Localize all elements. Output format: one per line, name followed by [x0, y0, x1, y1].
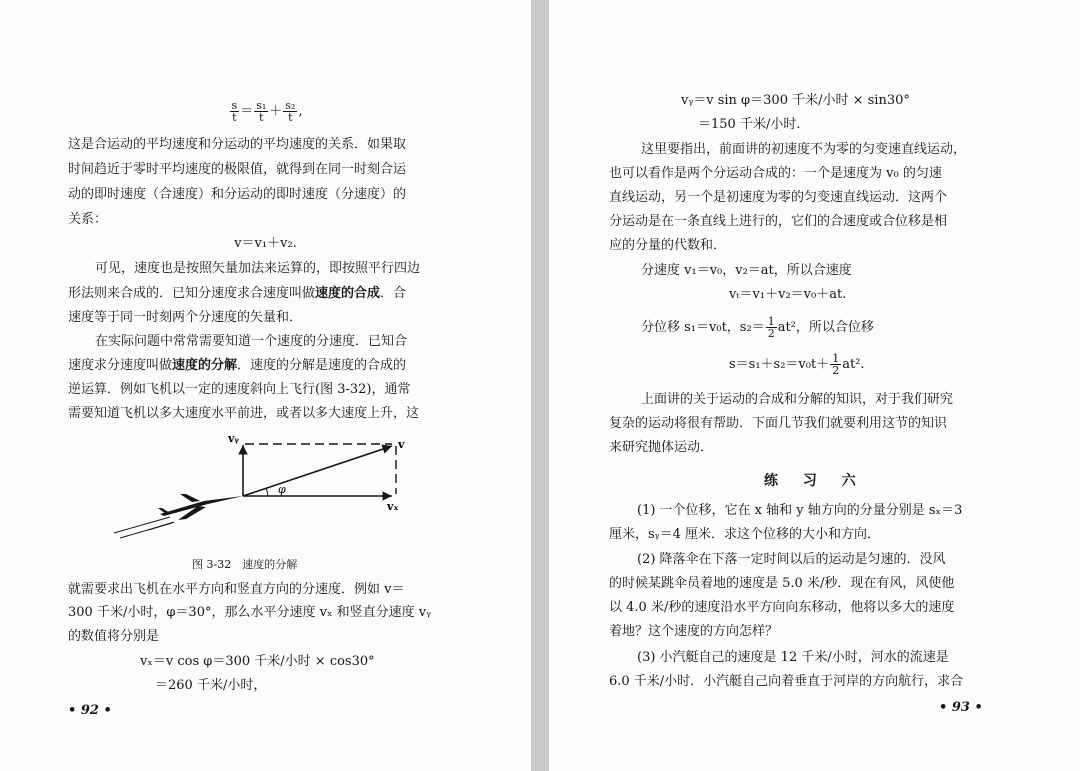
exercise-item-3-cont: 6.0 千米/小时．小汽艇自己向着垂直于河岸的方向航行，求合	[609, 674, 964, 689]
formula-resultant-velocity: vₜ＝v₁＋v₂＝v₀＋at.	[729, 287, 847, 302]
formula-vy-result: ＝150 千米/小时．	[698, 117, 810, 132]
formula-vx: vₓ＝v cos φ＝300 千米/小时 × cos30°	[140, 654, 375, 669]
page-number: • 92 •	[68, 703, 112, 718]
formula-vx-result: ＝260 千米/小时，	[155, 678, 267, 693]
paragraph-line: 速度等于同一时刻两个分速度的矢量和．	[68, 310, 303, 325]
paragraph-line: 需要知道飞机以多大速度水平前进，或者以多大速度上升，这	[68, 406, 420, 421]
paragraph-line: 这里要指出，前面讲的初速度不为零的匀变速直线运动，	[641, 142, 967, 157]
paragraph-line: 就需要求出飞机在水平方向和竖直方向的分速度．例如 v＝	[68, 582, 405, 597]
paragraph-line: 速度求分速度叫做速度的分解．速度的分解是速度的合成的	[68, 358, 407, 373]
paragraph-line: 分运动是在一条直线上进行的，它们的合速度或合位移是相	[609, 214, 948, 229]
exercise-item-3: (3) 小汽艇自己的速度是 12 千米/小时，河水的流速是	[637, 650, 949, 665]
exercise-item-2-cont: 的时候某跳伞员着地的速度是 5.0 米/秒．现在有风，风使他	[609, 576, 955, 591]
angle-arc	[266, 488, 268, 496]
exercise-item-2: (2) 降落伞在下落一定时间以后的运动是匀速的．没风	[637, 552, 946, 567]
formula-velocity-sum: v＝v₁＋v₂.	[234, 236, 297, 251]
exercise-item-1: (1) 一个位移，它在 x 轴和 y 轴方向的分量分别是 sₓ＝3	[637, 503, 963, 518]
left-page	[0, 0, 531, 771]
v-arrow	[243, 446, 392, 496]
exercise-heading: 练 习 六	[764, 473, 866, 489]
right-page	[549, 0, 1080, 771]
paragraph-line: 时间趋近于零时平均速度的极限值，就得到在同一时刻合运	[68, 162, 407, 177]
paragraph-line: 300 千米/小时，φ＝30°，那么水平分速度 vₓ 和竖直分速度 vᵧ	[68, 605, 431, 620]
label-v: v	[398, 438, 405, 451]
formula-vy: vᵧ＝v sin φ＝300 千米/小时 × sin30°	[681, 93, 910, 108]
paragraph-line: 关系：	[68, 212, 108, 227]
airplane-icon	[114, 494, 243, 538]
label-vx: vₓ	[387, 500, 399, 513]
term-velocity-composition: 速度的合成	[315, 286, 381, 301]
velocity-decomposition-figure	[100, 428, 420, 558]
paragraph-line: 复杂的运动将很有帮助．下面几节我们就要利用这节的知识	[609, 416, 948, 431]
component-displacement-line: 分位移 s₁＝v₀t，s₂＝ $\frac{1}{2}$ at²，所以合位移	[641, 315, 874, 340]
paragraph-line: 可见，速度也是按照矢量加法来运算的，即按照平行四边	[95, 261, 421, 276]
component-velocity-line: 分速度 v₁＝v₀，v₂＝at，所以合速度	[641, 263, 852, 278]
label-vy: vᵧ	[228, 432, 239, 445]
paragraph-line: 在实际问题中常常需要知道一个速度的分速度．已知合	[95, 334, 408, 349]
figure-caption: 图 3-32 速度的分解	[192, 558, 298, 571]
page-number: • 93 •	[939, 700, 983, 715]
paragraph-line: 来研究抛体运动．	[609, 440, 714, 455]
book-gutter	[531, 0, 549, 771]
formula-average-velocity: $\frac{s}{t}$ ＝ $\frac{\text{s₁}}{t}$ ＋ $\frac{\text{s₂}}{t}$ ,	[231, 99, 303, 124]
paragraph-line: 上面讲的关于运动的合成和分解的知识，对于我们研究	[641, 392, 954, 407]
exercise-item-2-cont: 着地？这个速度的方向怎样？	[609, 624, 779, 639]
paragraph-line: 应的分量的代数和．	[609, 238, 727, 253]
formula-resultant-displacement: s＝s₁＋s₂＝v₀t＋ $\frac{1}{2}$ at².	[729, 352, 865, 377]
paragraph-line: 的数值将分别是	[68, 629, 160, 644]
label-phi: φ	[278, 483, 286, 496]
paragraph-line: 动的即时速度（合速度）和分运动的即时速度（分速度）的	[68, 187, 407, 202]
paragraph-line: 形法则来合成的．已知分速度求合速度叫做速度的合成．合	[68, 286, 407, 301]
term-velocity-decomposition: 速度的分解	[172, 358, 238, 373]
exercise-item-2-cont: 以 4.0 米/秒的速度沿水平方向向东移动，他将以多大的速度	[609, 600, 955, 615]
paragraph-line: 逆运算．例如飞机以一定的速度斜向上飞行(图 3-32)，通常	[68, 382, 411, 397]
paragraph-line: 也可以看作是两个分运动合成的：一个是速度为 v₀ 的匀速	[609, 166, 942, 181]
exercise-item-1-cont: 厘米，sᵧ＝4 厘米．求这个位移的大小和方向．	[609, 527, 880, 542]
paragraph-line: 直线运动，另一个是初速度为零的匀变速直线运动．这两个	[609, 190, 948, 205]
paragraph-line: 这是合运动的平均速度和分运动的平均速度的关系．如果取	[68, 137, 407, 152]
